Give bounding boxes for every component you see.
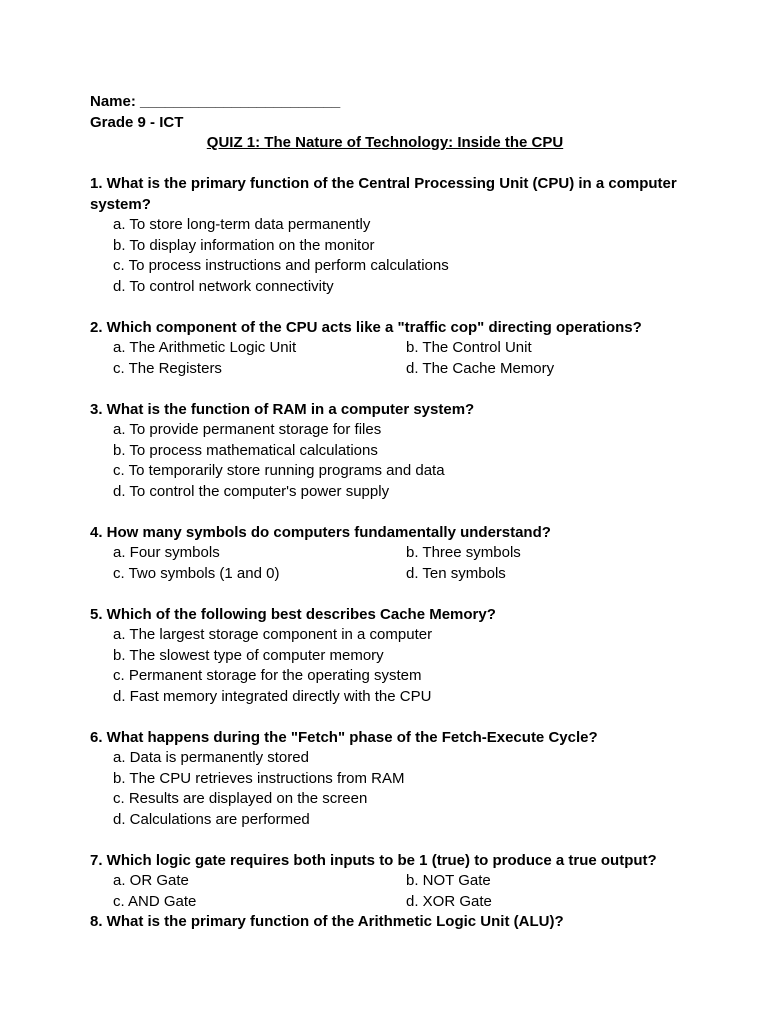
option-c: c. AND Gate	[113, 892, 197, 910]
option-a: a. To provide permanent storage for files	[113, 421, 382, 438]
option-d: d. XOR Gate	[406, 892, 492, 910]
option-d: d. The Cache Memory	[406, 359, 555, 377]
option-d: d. Calculations are performed	[113, 810, 310, 828]
question-5	[90, 605, 690, 708]
option-a: a. To store long-term data permanently	[113, 216, 371, 233]
option-b: b. The slowest type of computer memory	[113, 646, 384, 664]
option-b: b. The CPU retrieves instructions from RAM	[113, 769, 405, 787]
question-text: 4. How many symbols do computers fundamentally understand?	[90, 523, 551, 541]
question-text: 3. What is the function of RAM in a computer system?	[90, 400, 475, 418]
option-c: c. To temporarily store running programs and data	[113, 462, 445, 479]
question-text: 7. Which logic gate requires both inputs to be 1 (true) to produce a true output?	[90, 851, 657, 869]
option-b: b. The Control Unit	[406, 339, 532, 356]
option-a: a. The largest storage component in a computer	[113, 626, 433, 643]
option-a: a. OR Gate	[113, 872, 189, 889]
option-c: c. Results are displayed on the screen	[113, 790, 368, 807]
option-a: a. The Arithmetic Logic Unit	[113, 339, 297, 356]
question-text: 8. What is the primary function of the Arithmetic Logic Unit (ALU)?	[90, 913, 564, 930]
option-c: c. Permanent storage for the operating system	[113, 667, 422, 684]
quiz-title: QUIZ 1: The Nature of Technology: Inside the CPU	[206, 134, 564, 151]
option-c: c. Two symbols (1 and 0)	[113, 564, 280, 582]
question-text: 2. Which component of the CPU acts like a "traffic cop" directing operations?	[90, 318, 642, 336]
option-d: d. To control network connectivity	[113, 277, 334, 295]
question-2	[90, 318, 690, 380]
option-a: a. Data is permanently stored	[113, 749, 309, 766]
quiz-page	[90, 92, 690, 933]
question-3	[90, 400, 690, 503]
question-4	[90, 523, 690, 585]
question-6	[90, 728, 690, 831]
option-b: b. Three symbols	[406, 544, 521, 561]
question-text: 5. Which of the following best describes Cache Memory?	[90, 605, 496, 623]
grade-label: Grade 9 - ICT	[90, 113, 184, 131]
name-field-label: Name: ________________________	[90, 93, 341, 110]
option-a: a. Four symbols	[113, 544, 220, 561]
option-d: d. Fast memory integrated directly with the CPU	[113, 687, 432, 705]
option-c: c. The Registers	[113, 359, 222, 377]
option-d: d. To control the computer's power supply	[113, 482, 390, 500]
option-c: c. To process instructions and perform calculations	[113, 257, 449, 274]
option-d: d. Ten symbols	[406, 564, 506, 582]
question-text: 1. What is the primary function of the Central Processing Unit (CPU) in a computer system?	[90, 175, 677, 213]
option-b: b. NOT Gate	[406, 872, 491, 889]
question-7	[90, 851, 690, 913]
question-1	[90, 174, 690, 297]
option-b: b. To display information on the monitor	[113, 236, 375, 254]
question-8	[90, 912, 690, 933]
question-text: 6. What happens during the "Fetch" phase of the Fetch-Execute Cycle?	[90, 728, 598, 746]
option-b: b. To process mathematical calculations	[113, 441, 378, 459]
